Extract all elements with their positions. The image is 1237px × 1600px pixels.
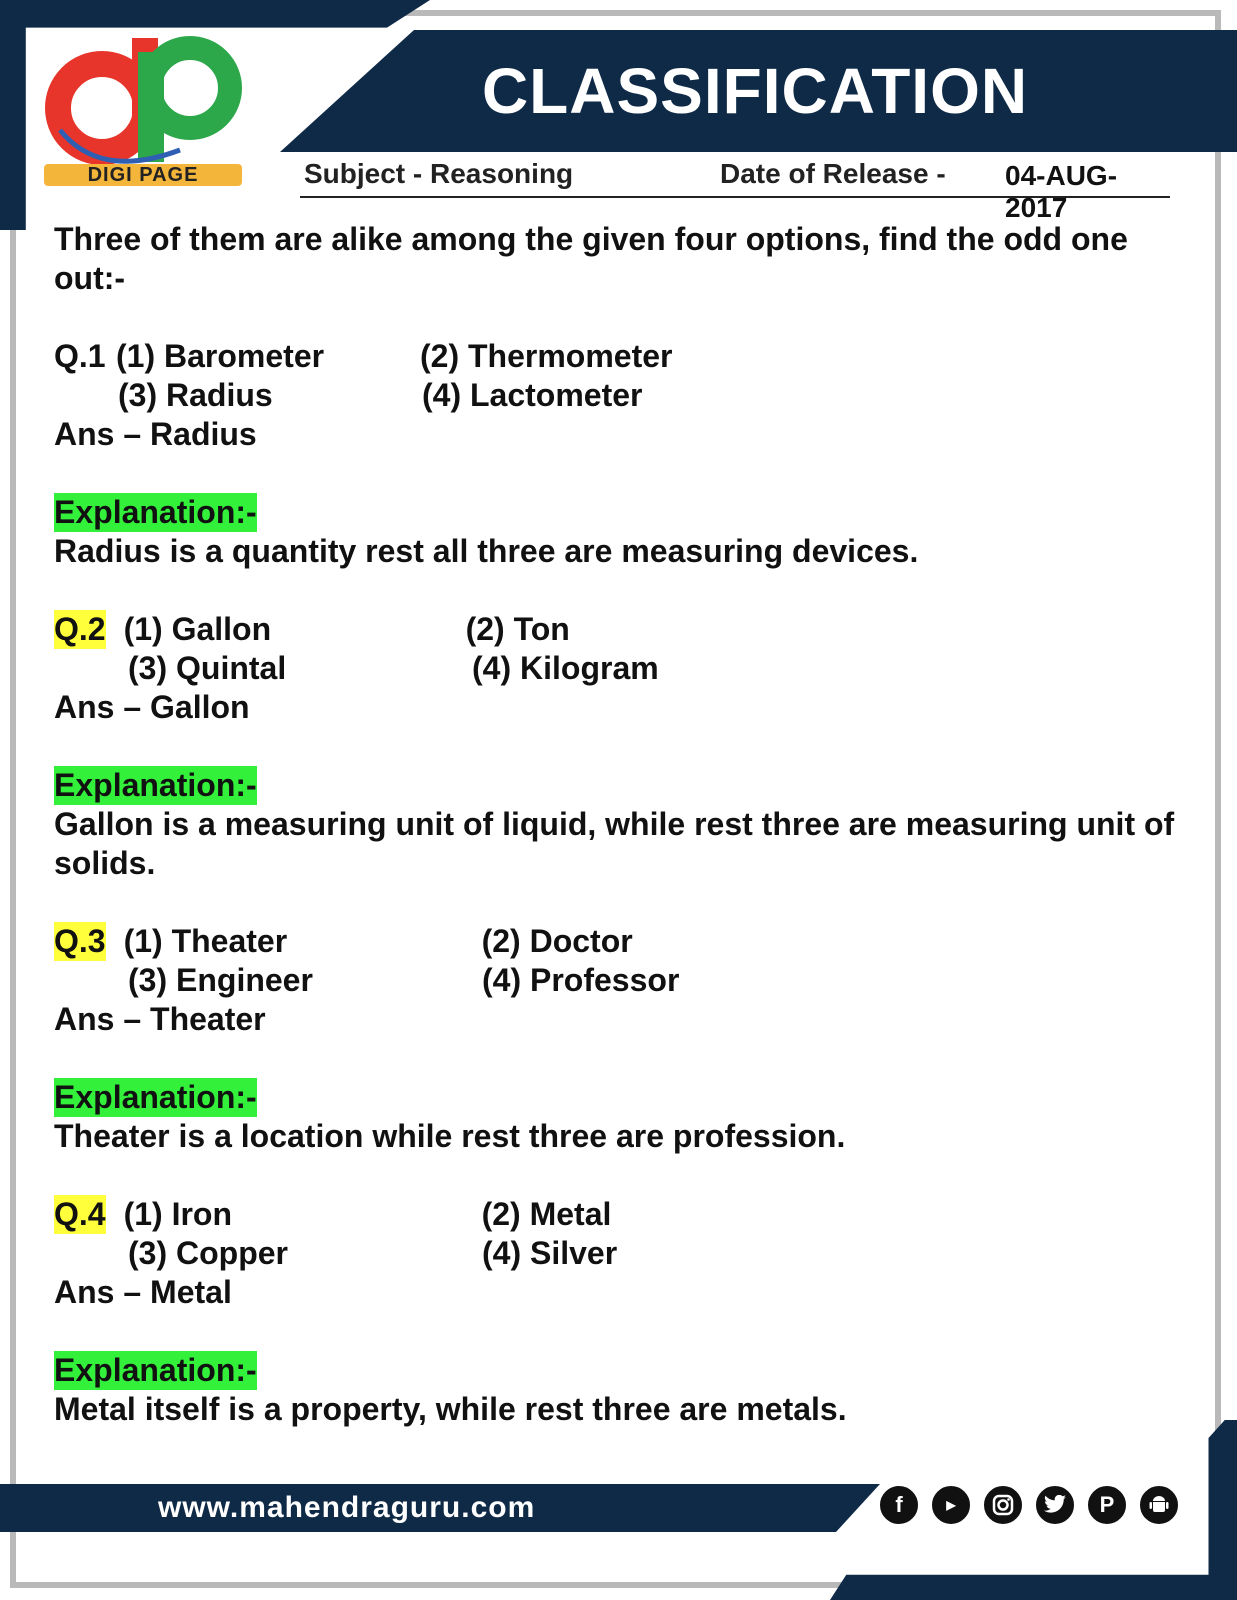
explanation-label: Explanation:- <box>54 494 257 530</box>
question-1 <box>54 337 1184 454</box>
instagram-icon[interactable] <box>982 1484 1024 1526</box>
content <box>54 220 1184 1429</box>
explanation-text: Gallon is a measuring unit of liquid, while rest three are measuring unit of solids. <box>54 806 1175 881</box>
answer: Ans – Radius <box>54 416 257 452</box>
option-4: (4) Kilogram <box>472 650 659 686</box>
option-4: (4) Professor <box>482 962 680 998</box>
option-2: (2) Metal <box>481 1196 612 1232</box>
youtube-icon[interactable]: ▶ <box>930 1484 972 1526</box>
android-icon[interactable] <box>1138 1484 1180 1526</box>
explanation-text: Metal itself is a property, while rest three are metals. <box>54 1391 847 1427</box>
explanation-text: Theater is a location while rest three are profession. <box>54 1118 846 1154</box>
option-2: (2) Thermometer <box>420 338 673 374</box>
answer: Ans – Metal <box>54 1274 232 1310</box>
question-number: Q.4 <box>54 1196 106 1232</box>
question-number: Q.1 <box>54 338 106 374</box>
intro-text: Three of them are alike among the given four options, find the odd one out:- <box>54 221 1128 296</box>
option-1: (1) Iron <box>123 1196 233 1232</box>
social-icons <box>878 1484 1180 1526</box>
option-1: (1) Barometer <box>116 338 325 374</box>
option-2: (2) Ton <box>465 611 570 647</box>
option-4: (4) Silver <box>482 1235 618 1271</box>
question-4 <box>54 1195 1184 1312</box>
answer: Ans – Gallon <box>54 689 250 725</box>
explanation-text: Radius is a quantity rest all three are measuring devices. <box>54 533 919 569</box>
option-3: (3) Quintal <box>128 650 287 686</box>
page-title: CLASSIFICATION <box>481 55 1029 127</box>
question-2 <box>54 610 1184 727</box>
option-4: (4) Lactometer <box>422 377 643 413</box>
option-3: (3) Radius <box>118 377 273 413</box>
option-3: (3) Engineer <box>128 962 313 998</box>
answer: Ans – Theater <box>54 1001 266 1037</box>
option-1: (1) Theater <box>123 923 288 959</box>
facebook-icon[interactable]: f <box>878 1484 920 1526</box>
explanation-label: Explanation:- <box>54 1352 257 1388</box>
question-3 <box>54 922 1184 1039</box>
release-date: 04-AUG-2017 <box>1005 160 1118 223</box>
subject-label: Subject - Reasoning <box>304 158 574 189</box>
explanation-label: Explanation:- <box>54 1079 257 1115</box>
twitter-icon[interactable] <box>1034 1484 1076 1526</box>
question-number: Q.3 <box>54 923 106 959</box>
option-3: (3) Copper <box>128 1235 288 1271</box>
question-number: Q.2 <box>54 611 106 647</box>
footer-url-link[interactable]: www.mahendraguru.com <box>158 1491 536 1524</box>
pinterest-icon[interactable]: P <box>1086 1484 1128 1526</box>
option-1: (1) Gallon <box>123 611 272 647</box>
explanation-label: Explanation:- <box>54 767 257 803</box>
option-2: (2) Doctor <box>481 923 633 959</box>
release-label: Date of Release - <box>720 158 946 189</box>
meta-row <box>300 152 1170 223</box>
logo-label: DIGI PAGE <box>44 164 242 186</box>
